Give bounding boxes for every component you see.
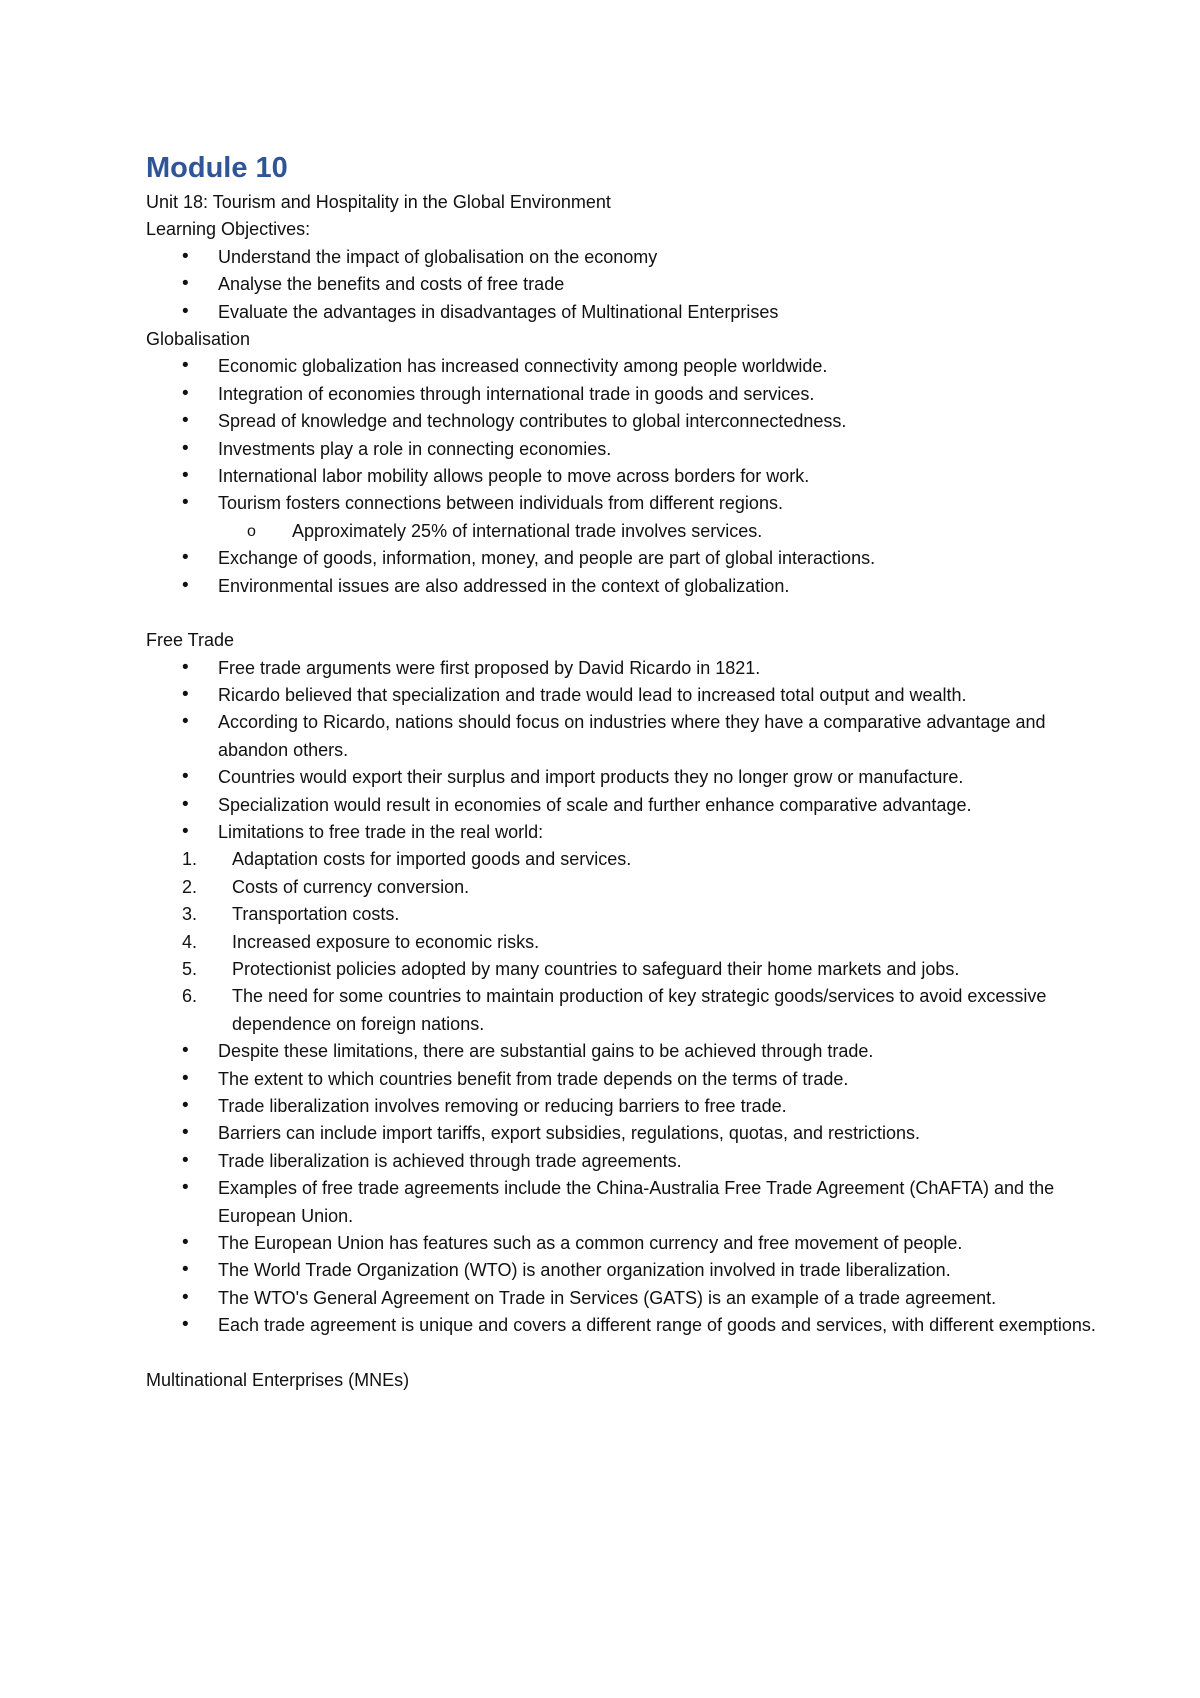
list-item: • Environmental issues are also addressed in the context of globalization. (146, 573, 1106, 600)
numbered-item (146, 983, 1106, 1038)
learning-objectives-heading: Learning Objectives: (146, 219, 311, 240)
globalisation-list-continued (146, 545, 1106, 600)
item-number: 4. (182, 931, 198, 952)
list-item: • Analyse the benefits and costs of free trade (146, 271, 1106, 298)
list-item: • The European Union has features such as a common currency and free movement of people. (146, 1230, 1106, 1257)
item-number: 3. (182, 904, 198, 925)
learning-objectives-list (146, 244, 1106, 326)
list-item: • The extent to which countries benefit from trade depends on the terms of trade. (146, 1066, 1106, 1093)
paragraph-gap (146, 1340, 1106, 1367)
globalisation-sublist (146, 518, 1106, 545)
list-item: • Understand the impact of globalisation on the economy (146, 244, 1106, 271)
list-item: • Each trade agreement is unique and covers a different range of goods and services, with different exemptions. (146, 1312, 1106, 1339)
list-item: • Tourism fosters connections between individuals from different regions. (146, 490, 1106, 517)
numbered-item (146, 846, 1106, 873)
item-number: 1. (182, 849, 198, 870)
list-item: • Trade liberalization involves removing or reducing barriers to free trade. (146, 1093, 1106, 1120)
mne-heading: Multinational Enterprises (MNEs) (146, 1369, 410, 1390)
free-trade-list (146, 655, 1106, 847)
list-item: • Despite these limitations, there are substantial gains to be achieved through trade. (146, 1038, 1106, 1065)
module-title: Module 10 (146, 152, 288, 184)
numbered-item (146, 956, 1106, 983)
numbered-item (146, 874, 1106, 901)
item-text: Increased exposure to economic risks. (232, 931, 540, 952)
item-text: The need for some countries to maintain production of key strategic goods/services to avoid excessive dependence on foreign nations. (232, 986, 1047, 1034)
paragraph-gap (146, 600, 1106, 627)
free-trade-heading: Free Trade (146, 630, 235, 651)
free-trade-list-continued (146, 1038, 1106, 1339)
globalisation-list (146, 353, 1106, 517)
item-text: Costs of currency conversion. (232, 876, 470, 897)
list-item: • Free trade arguments were first proposed by David Ricardo in 1821. (146, 655, 1106, 682)
list-item: • Countries would export their surplus and import products they no longer grow or manufacture. (146, 764, 1106, 791)
limitations-list (146, 846, 1106, 1038)
list-item: • Limitations to free trade in the real world: (146, 819, 1106, 846)
item-number: 6. (182, 986, 198, 1007)
list-item: • Spread of knowledge and technology contributes to global interconnectedness. (146, 408, 1106, 435)
list-item: • Economic globalization has increased connectivity among people worldwide. (146, 353, 1106, 380)
numbered-item (146, 901, 1106, 928)
item-text: Transportation costs. (232, 904, 400, 925)
item-text: Adaptation costs for imported goods and services. (232, 849, 632, 870)
list-item: • Exchange of goods, information, money, and people are part of global interactions. (146, 545, 1106, 572)
list-item: • Trade liberalization is achieved through trade agreements. (146, 1148, 1106, 1175)
list-item: • Examples of free trade agreements include the China-Australia Free Trade Agreement (ChAFTA) and the European Union. (146, 1175, 1106, 1230)
list-item: • International labor mobility allows people to move across borders for work. (146, 463, 1106, 490)
list-item: • The WTO's General Agreement on Trade in Services (GATS) is an example of a trade agreement. (146, 1285, 1106, 1312)
list-item: • Barriers can include import tariffs, export subsidies, regulations, quotas, and restrictions. (146, 1120, 1106, 1147)
list-item: • The World Trade Organization (WTO) is another organization involved in trade liberalization. (146, 1257, 1106, 1284)
list-item: • Specialization would result in economies of scale and further enhance comparative advantage. (146, 792, 1106, 819)
list-item: • Investments play a role in connecting economies. (146, 436, 1106, 463)
unit-heading: Unit 18: Tourism and Hospitality in the Global Environment (146, 192, 611, 212)
list-item: • Ricardo believed that specialization and trade would lead to increased total output and wealth. (146, 682, 1106, 709)
sub-list-item: o Approximately 25% of international trade involves services. (146, 518, 1106, 545)
list-item: • Evaluate the advantages in disadvantages of Multinational Enterprises (146, 299, 1106, 326)
document-body (146, 148, 1106, 1394)
item-number: 5. (182, 958, 198, 979)
item-text: Protectionist policies adopted by many countries to safeguard their home markets and jobs. (232, 958, 960, 979)
list-item: • Integration of economies through international trade in goods and services. (146, 381, 1106, 408)
globalisation-heading: Globalisation (146, 329, 251, 350)
list-item: • According to Ricardo, nations should focus on industries where they have a comparative advantage and abandon others. (146, 709, 1106, 764)
item-number: 2. (182, 876, 198, 897)
numbered-item (146, 929, 1106, 956)
